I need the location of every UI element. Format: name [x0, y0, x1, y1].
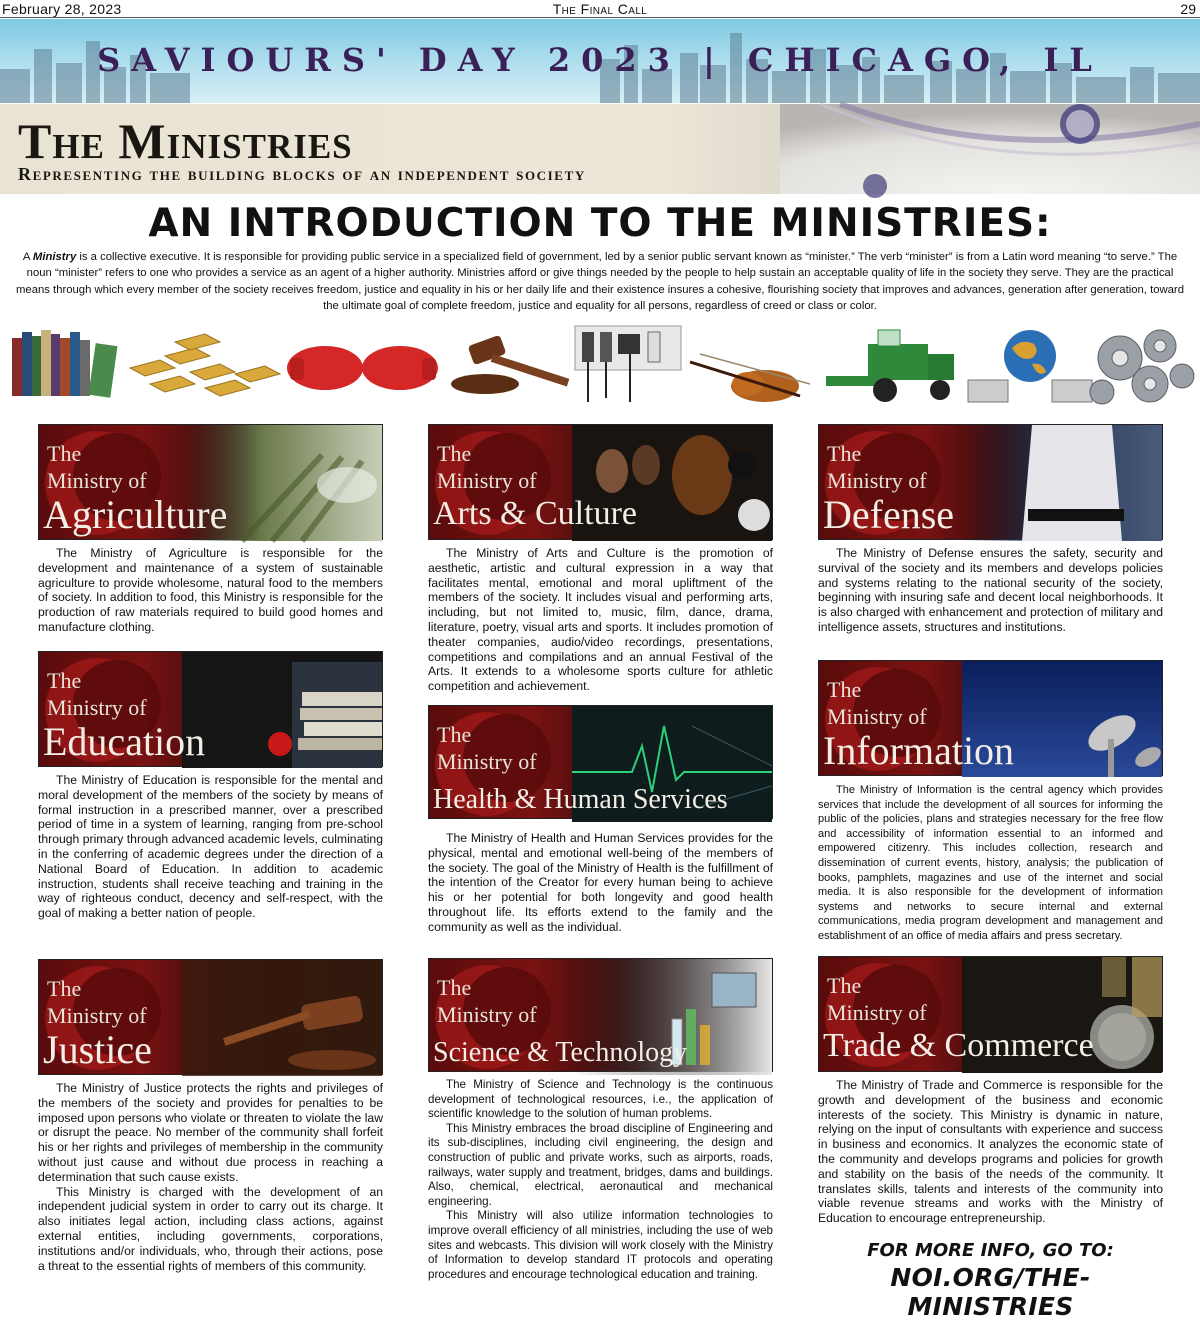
gold-bars-icon: [130, 334, 280, 396]
more-info-url[interactable]: NOI.ORG/THE-MINISTRIES: [890, 1263, 1091, 1321]
page-header: [0, 0, 1200, 18]
gavel-icon: [451, 335, 569, 394]
ministry-label-of: Ministry of: [47, 1003, 147, 1028]
ministry-label-the: The: [827, 441, 862, 466]
gavel-image: [182, 960, 382, 1076]
section-header: [0, 104, 1200, 194]
newspaper-name: The Final Call: [552, 1, 648, 17]
ministry-card-health: [428, 705, 773, 935]
ministry-label-of: Ministry of: [827, 1000, 927, 1025]
ministry-name: Arts & Culture: [433, 495, 637, 532]
paragraph: The Ministry of Trade and Commerce is responsible for the growth and development of the business and economic interests of the society. This Ministry is dynamic in nature, relying on the input of consultants with experience and success in business and economics. It analyzes the economic state of the community and develops programs and policies for growth and stability on the basis of the needs of the community. It translates skills, talents and interests of the community into viable revenue streams and works with the Ministry of Education to encourage entrepreneurship.: [818, 1078, 1163, 1226]
more-info-callout: [818, 1240, 1163, 1321]
ministry-name: Agriculture: [43, 492, 228, 537]
ministry-label-the: The: [437, 722, 472, 747]
ministry-label-the: The: [47, 668, 82, 693]
paragraph: The Ministry of Arts and Culture is the promotion of aesthetic, artistic and cultural expression in a way that facilitates mental, emotional and moral upliftment of the members of the society. It includes visual and performing arts, including, but not limited to, music, film, dance, drama, literature, poetry, visual arts and sports. It includes promotion of theater companies, audio/video recordings, presentations, competitions and compilations and an annual Festival of the Arts. It extends to a wholesome sports culture for athletic competition and achievement.: [428, 546, 773, 694]
paragraph: The Ministry of Agriculture is responsible for the development and maintenance of a system of sustainable agriculture to provide wholesome, natural food to the members of society. In addition to food, this Ministry is responsible for the production of raw materials required to build good homes and manufacture clothing.: [38, 546, 383, 634]
ministry-name: Education: [43, 719, 206, 764]
ministry-banner-science: [428, 958, 773, 1072]
books-icon: [12, 330, 117, 398]
more-info-label: FOR MORE INFO, GO TO:: [867, 1240, 1114, 1261]
gears-icon: [1090, 330, 1194, 404]
ministry-banner-justice: [38, 959, 383, 1075]
ministry-card-information: [818, 660, 1163, 944]
ministry-card-justice: [38, 959, 383, 1273]
ministry-card-defense: [818, 424, 1163, 635]
ministry-name: Justice: [43, 1027, 152, 1072]
ministry-label-the: The: [47, 441, 82, 466]
paragraph: The Ministry of Information is the central agency which provides services that include the development of all sources for informing the public of the policies, plans and strategies necessary for the free flow and accessibility of information essential to an informed and empowered citizenry. This includes collection, research and dissemination of current events, history, analysis; the publication of books, pamphlets, magazines and use of the internet and social media. It is also responsible for the development of information systems and networks to secure internal and external communications, media program development and management and establishment of an office of media affairs and press secretary.: [818, 784, 1163, 942]
ministry-name: Health & Human Services: [433, 784, 728, 815]
ministry-label-of: Ministry of: [47, 468, 147, 493]
ministry-description: [428, 1078, 773, 1282]
ministry-label-the: The: [437, 975, 472, 1000]
paragraph: This Ministry embraces the broad discipline of Engineering and its sub-disciplines, including civil engineering, the design and construction of public and private works, such as airports, roads, railways, water supply and treatment, bridges, dams and buildings. Also, chemical, electrical, aeronautical and mechanical engineering.: [428, 1121, 773, 1208]
ministry-description: [38, 546, 383, 635]
ministry-card-science: [428, 958, 773, 1282]
intro-text-before: A: [22, 251, 33, 263]
ministry-label-of: Ministry of: [437, 749, 537, 774]
ministry-label-of: Ministry of: [437, 1002, 537, 1027]
intro-title: AN INTRODUCTION TO THE MINISTRIES:: [148, 201, 1052, 246]
ministry-card-agriculture: [38, 424, 383, 635]
ministry-description: [38, 773, 383, 921]
ministry-card-arts-culture: [428, 424, 773, 694]
banner-title: SAVIOURS' DAY 2023 | CHICAGO, IL: [97, 41, 1103, 79]
ministry-name: Defense: [823, 492, 955, 537]
ministry-name: Trade & Commerce: [823, 1027, 1094, 1064]
ministry-banner-agriculture: [38, 424, 383, 540]
globe-laptop-icon: [968, 330, 1092, 402]
ministry-label-of: Ministry of: [827, 704, 927, 729]
ministry-description: [818, 1078, 1163, 1226]
intro-text-after: is a collective executive. It is responsible for providing public service in a specialized field of government, led by a senior public servant known as “minister.” The verb “minister” is from a Latin word meaning “to serve.” The noun “minister” refers to one who provides a service as an agent of a higher authority. Ministries afford or give things needed by the people to help sustain an acceptable quality of life in the society they serve. They are the practical means through which every member of the society receives freedom, justice and equality in his or her daily life and their existence insures a cohesive, flourishing society that improves and advances, generation after generation, toward the ultimate goal of complete freedom, justice and equality for all persons, regardless of creed or class or color.: [16, 251, 1184, 313]
paragraph: This Ministry is charged with the development of an independent judicial system in order to carry out its charge. It also initiates legal action, including class actions, against external entities, including governments, corporations, institutions and/or individuals, who, through their actions, pose a threat to the essential rights of members of this community.: [38, 1184, 383, 1273]
ministry-label-of: Ministry of: [47, 695, 147, 720]
ministry-card-education: [38, 651, 383, 921]
violin-icon: [690, 354, 810, 402]
paragraph: This Ministry will also utilize information technologies to improve overall efficiency of all ministries, including the use of web sites and webcasts. This division will work closely with the Ministry of Information to develop standard IT protocols and operating procedures and encourage technological education and training.: [428, 1209, 773, 1281]
ministry-banner-trade: [818, 956, 1163, 1072]
paragraph: The Ministry of Science and Technology is the continuous development of technological resources, i.e., the application of scientific knowledge to the solution of human problems.: [428, 1078, 773, 1121]
intro-paragraph: [10, 249, 1190, 315]
ministry-banner-information: [818, 660, 1163, 776]
section-title: The Ministries: [18, 113, 353, 169]
mosque-dome-image: [780, 104, 1200, 194]
ministry-banner-defense: [818, 424, 1163, 540]
martial-artist-image: [962, 425, 1162, 541]
ministry-description: [428, 831, 773, 935]
ministry-banner-arts-culture: [428, 424, 773, 540]
ministry-banner-health: [428, 705, 773, 819]
ministry-banner-education: [38, 651, 383, 767]
ministry-name: Information: [823, 728, 1015, 773]
ministry-label-the: The: [47, 976, 82, 1001]
paragraph: The Ministry of Education is responsible for the mental and moral development of the members of the society by means of formal instruction in a prescribed manner, over a prescribed period of time in a system of learning, ranging from pre-school through primary through advanced academic levels, culminating in the conferring of academic degrees under the direction of a National Board of Education. In addition to academic instruction, students shall receive teaching and training in the way of righteous conduct, decency and self-respect, with the goal of making a better nation of people.: [38, 773, 383, 921]
boxing-gloves-icon: [287, 346, 438, 390]
ministry-description: [428, 546, 773, 694]
intro-lead-word: Ministry: [32, 251, 77, 263]
ministry-icons-row: [0, 318, 1200, 412]
paragraph: The Ministry of Justice protects the rights and privileges of the members of the society and provides for penalties to be imposed upon persons who violate or threaten to violate the law or disrupt the peace. No member of the community shall forfeit his or her rights and privileges of membership in the community without just cause and without due process in reaching a determination that such cause exists.: [38, 1081, 383, 1184]
books-apple-image: [182, 652, 382, 768]
paragraph: The Ministry of Health and Human Services provides for the physical, mental and emotional well-being of the members of the society. The goal of the Ministry of Health is the fulfillment of the intention of the Creator for every human being to achieve his or her potential for both longevity and good health throughout life. Its efforts extend to the family and the community as well as the individual.: [428, 831, 773, 934]
page-number: 29: [1180, 1, 1196, 17]
ministry-label-of: Ministry of: [827, 468, 927, 493]
event-banner: [0, 19, 1200, 103]
ministry-label-the: The: [827, 677, 862, 702]
ministry-name: Science & Technology: [433, 1037, 688, 1068]
harvester-icon: [826, 330, 954, 402]
ministry-label-the: The: [437, 441, 472, 466]
section-subtitle: Representing the building blocks of an independent society: [18, 164, 586, 184]
ministry-description: [818, 783, 1163, 944]
ministry-label-of: Ministry of: [437, 468, 537, 493]
issue-date: February 28, 2023: [2, 1, 122, 17]
ministry-card-trade: [818, 956, 1163, 1226]
ministry-label-the: The: [827, 973, 862, 998]
paragraph: The Ministry of Defense ensures the safety, security and survival of the society and its members and develops policies and systems relating to the national security of the society, beginning with insuring safe and decent local neighborhoods. It is also charged with enhancement and protection of military and intelligence assets, structures and institutions.: [818, 546, 1163, 634]
ministry-description: [818, 546, 1163, 635]
ministry-description: [38, 1081, 383, 1273]
medical-instruments-icon: [575, 326, 681, 402]
